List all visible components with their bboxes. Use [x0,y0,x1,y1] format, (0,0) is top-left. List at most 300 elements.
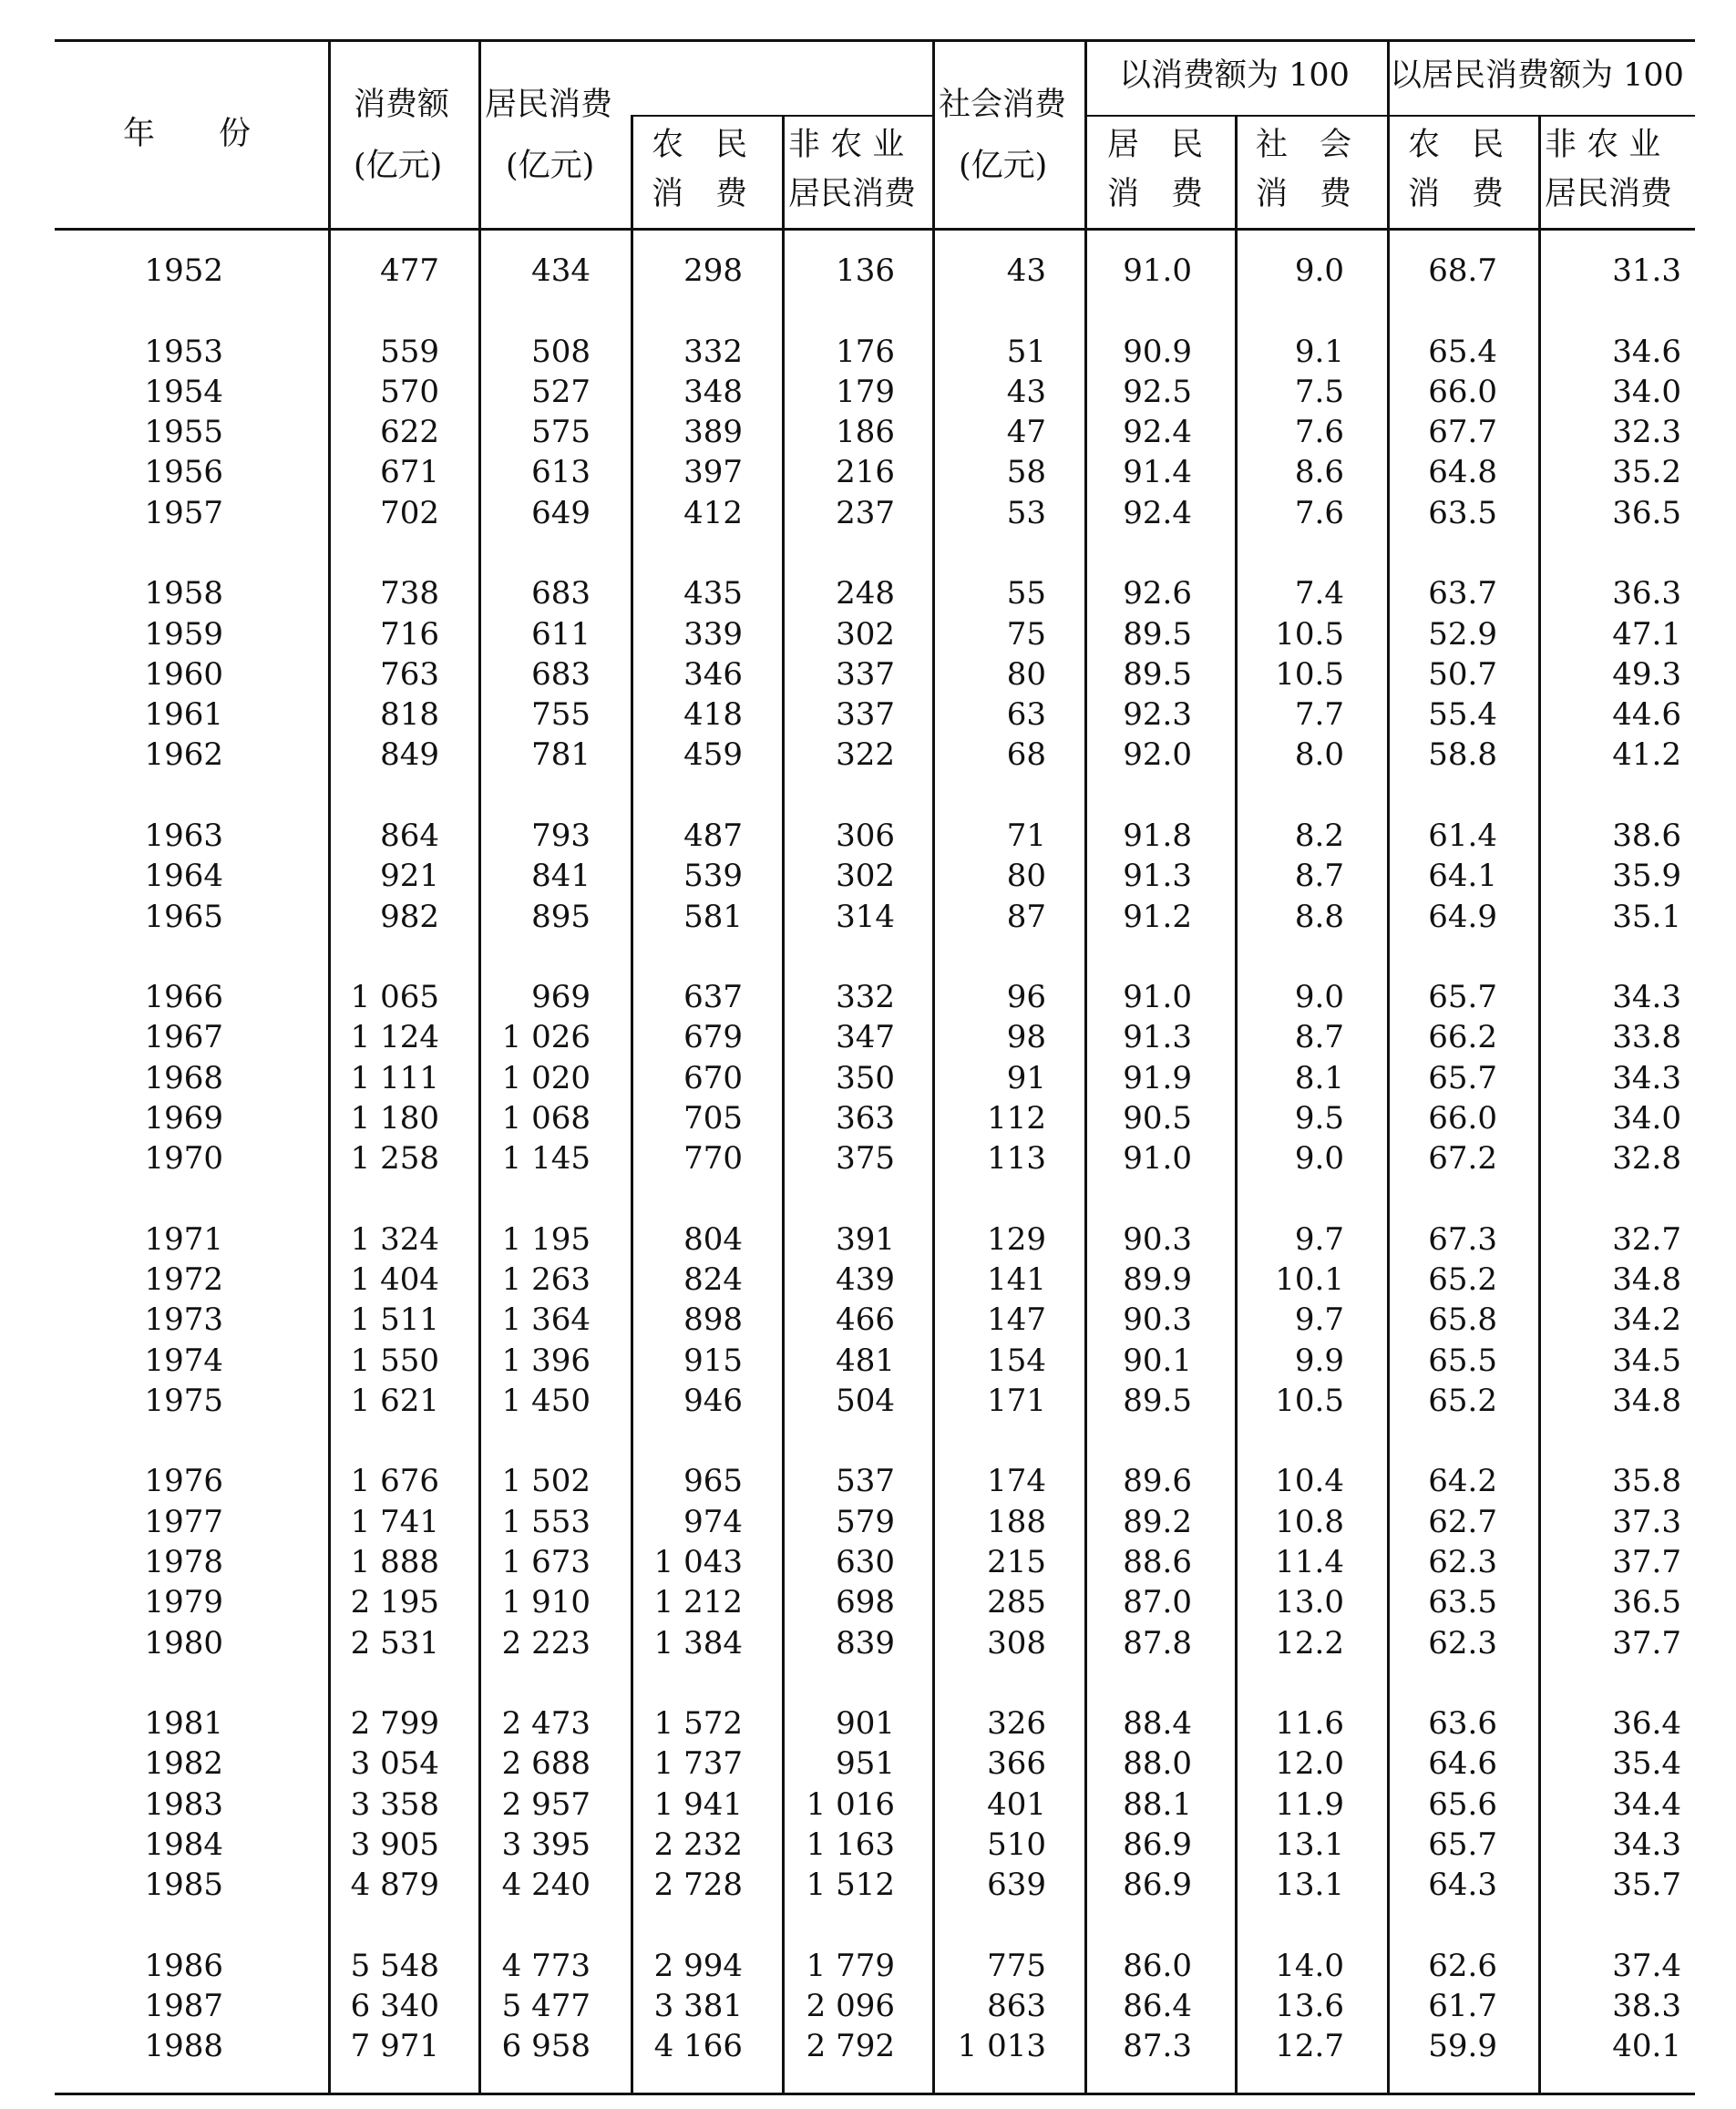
cell-social: 53 [1006,494,1046,531]
cell-social: 91 [1006,1059,1046,1096]
cell-g2-farmer: 62.3 [1428,1544,1497,1580]
header-resident: 居民消费 [485,87,613,123]
cell-year: 1970 [144,1140,223,1178]
cell-total: 921 [380,858,439,895]
cell-total: 1 676 [350,1463,439,1500]
cell-total: 6 340 [350,1988,439,2025]
cell-g1-social: 7.5 [1294,373,1344,410]
cell-nonfarm: 322 [836,736,895,774]
cell-nonfarm: 176 [836,333,895,370]
cell-farmer: 487 [683,817,743,854]
cell-g2-farmer: 55.4 [1428,696,1497,734]
cell-resident: 1 396 [501,1342,591,1379]
cell-nonfarm: 337 [836,655,895,693]
cell-g1-social: 14.0 [1275,1947,1344,1984]
cell-resident: 1 195 [501,1220,591,1258]
cell-total: 559 [380,333,439,370]
header-group1-social-line2: 消 费 [1256,176,1352,212]
cell-g2-farmer: 65.2 [1428,1261,1497,1298]
cell-g1-social: 13.0 [1275,1584,1344,1621]
cell-g1-resident: 86.4 [1123,1988,1192,2025]
cell-g2-farmer: 64.8 [1428,454,1497,491]
cell-resident: 895 [531,898,591,935]
cell-resident: 4 240 [501,1867,591,1904]
cell-nonfarm: 347 [836,1019,895,1056]
cell-g1-social: 7.4 [1294,575,1344,612]
cell-total: 982 [380,898,439,935]
cell-g1-resident: 90.3 [1123,1301,1192,1339]
col-divider [328,39,331,2095]
cell-g1-social: 8.1 [1294,1059,1344,1096]
cell-total: 1 550 [350,1342,439,1379]
cell-social: 113 [987,1140,1046,1178]
cell-farmer: 1 384 [653,1624,743,1661]
cell-g1-resident: 88.0 [1123,1745,1192,1783]
cell-g1-social: 13.1 [1275,1867,1344,1904]
table-bottom-rule [55,2093,1695,2095]
cell-g1-resident: 91.0 [1123,979,1192,1015]
cell-g2-farmer: 64.2 [1428,1463,1497,1500]
cell-year: 1952 [144,252,223,289]
cell-farmer: 539 [683,858,743,895]
cell-farmer: 915 [683,1342,743,1379]
header-group2-nonfarm-line1: 非 农 业 [1545,127,1661,163]
cell-nonfarm: 302 [836,858,895,895]
cell-g1-resident: 89.5 [1123,1382,1192,1419]
cell-resident: 527 [531,373,591,410]
cell-g2-farmer: 66.0 [1428,373,1497,410]
cell-year: 1960 [144,655,223,693]
cell-resident: 1 263 [501,1261,591,1298]
cell-g2-nonfarm: 34.3 [1612,1826,1681,1863]
cell-g2-farmer: 50.7 [1428,655,1497,693]
cell-g1-social: 13.1 [1275,1826,1344,1863]
col-divider [1235,115,1238,2095]
cell-year: 1985 [144,1867,223,1904]
cell-g2-farmer: 67.2 [1428,1140,1497,1178]
cell-g2-farmer: 64.6 [1428,1745,1497,1783]
cell-year: 1964 [144,858,223,895]
cell-g2-nonfarm: 34.8 [1612,1261,1681,1298]
cell-farmer: 397 [683,454,743,491]
cell-farmer: 4 166 [653,2028,743,2065]
header-total: 消费额 [354,87,450,123]
cell-farmer: 459 [683,736,743,774]
cell-total: 1 065 [350,979,439,1015]
col-divider [932,39,935,2095]
cell-resident: 683 [531,655,591,693]
cell-g1-resident: 86.9 [1123,1867,1192,1904]
cell-social: 285 [987,1584,1046,1621]
cell-g2-farmer: 63.7 [1428,575,1497,612]
cell-resident: 611 [531,615,591,653]
cell-g2-farmer: 64.9 [1428,898,1497,935]
cell-g1-social: 12.7 [1275,2028,1344,2065]
cell-farmer: 637 [683,979,743,1015]
cell-g2-farmer: 68.7 [1428,252,1497,289]
cell-social: 366 [987,1745,1046,1783]
cell-g1-resident: 92.4 [1123,494,1192,531]
cell-farmer: 1 737 [653,1745,743,1783]
cell-g1-social: 7.6 [1294,494,1344,531]
cell-year: 1980 [144,1624,223,1661]
cell-g2-nonfarm: 35.1 [1612,898,1681,935]
cell-g2-nonfarm: 47.1 [1612,615,1681,653]
cell-g1-social: 8.8 [1294,898,1344,935]
header-group2-farmer-line2: 消 费 [1408,176,1505,212]
cell-social: 147 [987,1301,1046,1339]
cell-g1-resident: 92.4 [1123,414,1192,451]
cell-g1-resident: 86.9 [1123,1826,1192,1863]
cell-nonfarm: 537 [836,1463,895,1500]
cell-g1-resident: 91.4 [1123,454,1192,491]
cell-g1-social: 9.9 [1294,1342,1344,1379]
cell-g1-resident: 90.1 [1123,1342,1192,1379]
header-group1-resident-line1: 居 民 [1107,127,1204,163]
cell-g1-social: 10.5 [1275,615,1344,653]
cell-year: 1963 [144,817,223,854]
cell-total: 1 888 [350,1544,439,1580]
cell-g2-nonfarm: 35.9 [1612,858,1681,895]
cell-year: 1977 [144,1503,223,1540]
cell-farmer: 770 [683,1140,743,1178]
cell-year: 1986 [144,1947,223,1984]
cell-year: 1981 [144,1705,223,1743]
cell-nonfarm: 337 [836,696,895,734]
cell-year: 1957 [144,494,223,531]
cell-social: 154 [987,1342,1046,1379]
cell-nonfarm: 901 [836,1705,895,1743]
cell-total: 671 [380,454,439,491]
cell-total: 864 [380,817,439,854]
cell-resident: 5 477 [501,1988,591,2025]
cell-g1-resident: 88.4 [1123,1705,1192,1743]
cell-year: 1983 [144,1785,223,1823]
cell-g1-resident: 88.6 [1123,1544,1192,1580]
cell-total: 1 258 [350,1140,439,1178]
cell-g2-farmer: 65.7 [1428,1826,1497,1863]
cell-nonfarm: 630 [836,1544,895,1580]
cell-resident: 1 673 [501,1544,591,1580]
cell-social: 58 [1006,454,1046,491]
header-group2-nonfarm-line2: 居民消费 [1545,176,1673,212]
cell-resident: 1 068 [501,1099,591,1137]
col-divider [1387,39,1390,2095]
cell-nonfarm: 579 [836,1503,895,1540]
cell-g1-social: 9.0 [1294,979,1344,1015]
cell-g2-farmer: 65.8 [1428,1301,1497,1339]
cell-farmer: 1 941 [653,1785,743,1823]
cell-resident: 2 688 [501,1745,591,1783]
cell-g2-nonfarm: 38.6 [1612,817,1681,854]
col-divider [478,39,481,2095]
cell-nonfarm: 302 [836,615,895,653]
cell-nonfarm: 839 [836,1624,895,1661]
cell-g2-farmer: 63.5 [1428,1584,1497,1621]
cell-social: 188 [987,1503,1046,1540]
cell-g1-social: 10.5 [1275,1382,1344,1419]
cell-resident: 1 910 [501,1584,591,1621]
cell-g2-farmer: 65.7 [1428,979,1497,1015]
cell-total: 702 [380,494,439,531]
header-nonfarm-line2: 居民消费 [788,176,917,212]
cell-social: 129 [987,1220,1046,1258]
cell-g1-resident: 91.9 [1123,1059,1192,1096]
cell-total: 1 180 [350,1099,439,1137]
cell-g1-social: 9.7 [1294,1220,1344,1258]
cell-farmer: 2 728 [653,1867,743,1904]
cell-year: 1971 [144,1220,223,1258]
cell-g1-social: 8.7 [1294,1019,1344,1056]
cell-nonfarm: 237 [836,494,895,531]
cell-total: 4 879 [350,1867,439,1904]
cell-resident: 6 958 [501,2028,591,2065]
cell-year: 1961 [144,696,223,734]
table-top-rule [55,39,1695,42]
cell-total: 1 741 [350,1503,439,1540]
col-divider [782,115,785,2095]
cell-g1-resident: 89.9 [1123,1261,1192,1298]
cell-g2-farmer: 63.5 [1428,494,1497,531]
cell-g2-nonfarm: 36.3 [1612,575,1681,612]
cell-total: 2 799 [350,1705,439,1743]
cell-g1-resident: 92.3 [1123,696,1192,734]
cell-nonfarm: 332 [836,979,895,1015]
cell-year: 1955 [144,414,223,451]
header-resident-unit: (亿元) [506,148,595,184]
cell-year: 1958 [144,575,223,612]
header-bottom-rule [55,228,1695,231]
cell-social: 112 [987,1099,1046,1137]
header-year: 年 份 [123,116,252,152]
cell-resident: 4 773 [501,1947,591,1984]
cell-social: 47 [1006,414,1046,451]
header-social-unit: (亿元) [959,148,1048,184]
cell-total: 849 [380,736,439,774]
cell-g1-resident: 92.0 [1123,736,1192,774]
cell-g2-nonfarm: 37.3 [1612,1503,1681,1540]
cell-nonfarm: 314 [836,898,895,935]
cell-g2-farmer: 61.7 [1428,1988,1497,2025]
cell-g2-nonfarm: 36.4 [1612,1705,1681,1743]
cell-year: 1972 [144,1261,223,1298]
cell-social: 55 [1006,575,1046,612]
cell-g1-social: 10.5 [1275,655,1344,693]
cell-g1-social: 13.6 [1275,1988,1344,2025]
cell-year: 1966 [144,979,223,1015]
cell-g2-nonfarm: 34.2 [1612,1301,1681,1339]
cell-resident: 969 [531,979,591,1015]
cell-resident: 1 145 [501,1140,591,1178]
cell-social: 215 [987,1544,1046,1580]
cell-farmer: 346 [683,655,743,693]
cell-resident: 2 223 [501,1624,591,1661]
cell-social: 510 [987,1826,1046,1863]
cell-g2-farmer: 67.7 [1428,414,1497,451]
cell-g1-social: 11.9 [1275,1785,1344,1823]
header-farmer-line2: 消 费 [652,176,748,212]
cell-g1-resident: 92.5 [1123,373,1192,410]
header-group1: 以消费额为 100 [1119,57,1350,94]
cell-g1-social: 10.4 [1275,1463,1344,1500]
cell-g2-nonfarm: 34.8 [1612,1382,1681,1419]
cell-nonfarm: 179 [836,373,895,410]
cell-g1-social: 7.7 [1294,696,1344,734]
cell-g2-nonfarm: 32.8 [1612,1140,1681,1178]
cell-g1-resident: 87.3 [1123,2028,1192,2065]
cell-g1-resident: 91.3 [1123,858,1192,895]
header-farmer-line1: 农 民 [652,127,748,163]
header-social: 社会消费 [939,87,1067,123]
cell-g2-farmer: 61.4 [1428,817,1497,854]
cell-g2-nonfarm: 37.7 [1612,1544,1681,1580]
cell-g2-farmer: 64.3 [1428,1867,1497,1904]
cell-g2-farmer: 65.5 [1428,1342,1497,1379]
cell-year: 1988 [144,2028,223,2065]
cell-nonfarm: 216 [836,454,895,491]
cell-farmer: 1 572 [653,1705,743,1743]
cell-g1-social: 8.0 [1294,736,1344,774]
cell-social: 1 013 [957,2028,1046,2065]
cell-farmer: 298 [683,252,743,289]
cell-g2-farmer: 66.2 [1428,1019,1497,1056]
cell-social: 98 [1006,1019,1046,1056]
cell-g1-social: 9.0 [1294,1140,1344,1178]
cell-g1-social: 11.4 [1275,1544,1344,1580]
cell-resident: 2 957 [501,1785,591,1823]
cell-g1-social: 7.6 [1294,414,1344,451]
cell-g2-nonfarm: 35.8 [1612,1463,1681,1500]
cell-nonfarm: 186 [836,414,895,451]
cell-farmer: 412 [683,494,743,531]
cell-total: 7 971 [350,2028,439,2065]
group1-rule [1087,115,1695,117]
cell-year: 1954 [144,373,223,410]
cell-g2-nonfarm: 32.3 [1612,414,1681,451]
cell-g1-resident: 90.3 [1123,1220,1192,1258]
cell-nonfarm: 698 [836,1584,895,1621]
cell-g2-nonfarm: 38.3 [1612,1988,1681,2025]
cell-g1-social: 8.7 [1294,858,1344,895]
cell-g1-resident: 90.5 [1123,1099,1192,1137]
cell-total: 1 404 [350,1261,439,1298]
cell-total: 1 511 [350,1301,439,1339]
cell-g2-nonfarm: 32.7 [1612,1220,1681,1258]
cell-nonfarm: 306 [836,817,895,854]
cell-g2-farmer: 52.9 [1428,615,1497,653]
cell-g2-nonfarm: 33.8 [1612,1019,1681,1056]
cell-nonfarm: 391 [836,1220,895,1258]
cell-nonfarm: 350 [836,1059,895,1096]
cell-total: 2 531 [350,1624,439,1661]
cell-total: 5 548 [350,1947,439,1984]
cell-g2-nonfarm: 36.5 [1612,494,1681,531]
cell-g2-farmer: 65.2 [1428,1382,1497,1419]
cell-g2-farmer: 66.0 [1428,1099,1497,1137]
cell-g1-social: 9.5 [1294,1099,1344,1137]
cell-farmer: 946 [683,1382,743,1419]
cell-g2-farmer: 67.3 [1428,1220,1497,1258]
cell-g1-resident: 91.0 [1123,252,1192,289]
cell-g2-nonfarm: 34.3 [1612,979,1681,1015]
cell-g2-nonfarm: 34.0 [1612,373,1681,410]
cell-resident: 781 [531,736,591,774]
cell-g2-farmer: 62.7 [1428,1503,1497,1540]
cell-social: 63 [1006,696,1046,734]
cell-g2-nonfarm: 37.7 [1612,1624,1681,1661]
cell-social: 43 [1006,373,1046,410]
cell-farmer: 435 [683,575,743,612]
cell-g1-resident: 91.2 [1123,898,1192,935]
cell-g2-nonfarm: 34.6 [1612,333,1681,370]
cell-g2-nonfarm: 35.7 [1612,1867,1681,1904]
cell-g2-nonfarm: 44.6 [1612,696,1681,734]
cell-nonfarm: 951 [836,1745,895,1783]
cell-social: 639 [987,1867,1046,1904]
cell-total: 622 [380,414,439,451]
cell-g1-social: 8.6 [1294,454,1344,491]
cell-g1-social: 9.1 [1294,333,1344,370]
cell-g1-resident: 91.0 [1123,1140,1192,1178]
cell-nonfarm: 363 [836,1099,895,1137]
cell-year: 1956 [144,454,223,491]
cell-total: 818 [380,696,439,734]
cell-g1-social: 10.1 [1275,1261,1344,1298]
cell-year: 1974 [144,1342,223,1379]
cell-total: 1 621 [350,1382,439,1419]
cell-resident: 613 [531,454,591,491]
cell-farmer: 348 [683,373,743,410]
cell-resident: 1 020 [501,1059,591,1096]
cell-total: 763 [380,655,439,693]
cell-farmer: 1 043 [653,1544,743,1580]
cell-total: 738 [380,575,439,612]
cell-social: 87 [1006,898,1046,935]
cell-farmer: 418 [683,696,743,734]
cell-g2-nonfarm: 37.4 [1612,1947,1681,1984]
cell-year: 1967 [144,1019,223,1056]
cell-g1-social: 12.0 [1275,1745,1344,1783]
cell-g2-nonfarm: 40.1 [1612,2028,1681,2065]
cell-resident: 434 [531,252,591,289]
cell-farmer: 804 [683,1220,743,1258]
cell-farmer: 339 [683,615,743,653]
cell-g2-farmer: 65.7 [1428,1059,1497,1096]
col-divider [1538,115,1541,2095]
cell-g2-farmer: 65.6 [1428,1785,1497,1823]
cell-farmer: 581 [683,898,743,935]
cell-nonfarm: 466 [836,1301,895,1339]
cell-g1-resident: 91.3 [1123,1019,1192,1056]
cell-farmer: 3 381 [653,1988,743,2025]
cell-g2-nonfarm: 31.3 [1612,252,1681,289]
cell-farmer: 965 [683,1463,743,1500]
cell-year: 1968 [144,1059,223,1096]
cell-resident: 683 [531,575,591,612]
cell-social: 326 [987,1705,1046,1743]
cell-nonfarm: 1 163 [806,1826,895,1863]
cell-g2-farmer: 64.1 [1428,858,1497,895]
cell-g1-resident: 89.6 [1123,1463,1192,1500]
cell-g2-farmer: 58.8 [1428,736,1497,774]
cell-year: 1987 [144,1988,223,2025]
cell-resident: 1 553 [501,1503,591,1540]
cell-nonfarm: 375 [836,1140,895,1178]
cell-total: 716 [380,615,439,653]
cell-nonfarm: 1 016 [806,1785,895,1823]
cell-resident: 3 395 [501,1826,591,1863]
header-group2: 以居民消费额为 100 [1390,57,1684,94]
